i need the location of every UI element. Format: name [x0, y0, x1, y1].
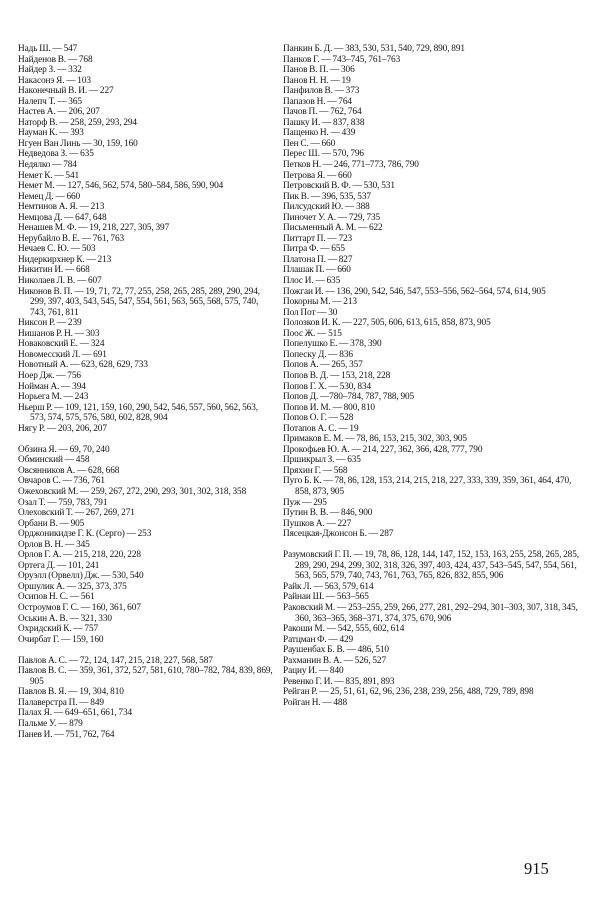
index-entry: Осипов Н. С. — 561 [18, 592, 95, 603]
index-entry: Пушков А. — 227 [283, 518, 352, 529]
index-entry: Панкин Б. Д. — 383, 530, 531, 540, 729, 890, 891 [283, 44, 465, 54]
index-entry: Очирбат Г. — 159, 160 [18, 634, 104, 645]
index-entry: Панов Н. Н. — 19 [283, 75, 351, 86]
index-entry: Немет К. — 541 [18, 170, 80, 181]
index-entry: Пальме У. — 879 [18, 719, 83, 729]
index-entry: Попов В. Д. — 153, 218, 228 [283, 370, 391, 381]
index-entry: Попелушко Е. — 378, 390 [283, 339, 382, 350]
index-entry: Науман К. — 393 [18, 128, 84, 139]
index-entry: Попов И. М. — 800, 810 [283, 402, 375, 413]
index-entry: Ноер Дж. — 756 [18, 370, 81, 381]
index-entry: Настев А. — 206, 207 [18, 107, 100, 118]
index-entry: Нишанов Р. Н. — 303 [18, 328, 100, 339]
index-column-left [18, 44, 274, 740]
index-entry: Ожеховский М. — 259, 267, 272, 290, 293, 301, 302, 318, 358 [18, 486, 247, 497]
index-entry: Найденов В. — 768 [18, 54, 93, 65]
index-entry: Никсон Р. — 239 [18, 318, 82, 329]
index-entry: Путин В. В. — 846, 900 [283, 508, 373, 519]
index-entry: Нечаев С. Ю. — 503 [18, 244, 96, 255]
index-entry: Недялко — 784 [18, 160, 77, 171]
index-entry: Нерубайло В. Е. — 761, 763 [18, 233, 125, 244]
index-entry: Налепч Т. — 365 [18, 96, 82, 107]
index-entry: Наконечный В. И. — 227 [18, 86, 114, 97]
index-entry: Немец Д. — 660 [18, 191, 81, 202]
index-entry: Попов Г. Х. — 530, 834 [283, 381, 371, 392]
index-entry: Панков Г. — 743–745, 761–763 [283, 54, 401, 65]
index-entry: Ракоши М. — 542, 555, 602, 614 [283, 624, 405, 635]
index-entry: Наторф В. — 258, 259, 293, 294 [18, 117, 137, 128]
index-entry: Пуж — 295 [283, 497, 327, 508]
page-number: 915 [524, 859, 549, 878]
index-entry: Оруэлл (Орвелл) Дж. — 530, 540 [18, 571, 144, 582]
index-entry: Полозков И. К. — 227, 505, 606, 613, 615, 858, 873, 905 [283, 318, 491, 329]
index-entry: Раушенбах Б. В. — 486, 510 [283, 645, 389, 656]
index-entry: Нидеркирхнер К. — 213 [18, 254, 112, 265]
index-entry: Оршулик А. — 325, 373, 375 [18, 581, 127, 592]
index-entry: Пожгаи И. — 136, 290, 542, 546, 547, 553–556, 562–564, 574, 614, 905 [283, 286, 546, 297]
index-entry: Примаков Е. М. — 78, 86, 153, 215, 302, 303, 905 [283, 434, 467, 445]
index-entry: Павлов В. Я. — 19, 304, 810 [18, 687, 124, 698]
index-entry: Пуго Б. К. — 78, 86, 128, 153, 214, 215, 218, 227, 333, 339, 359, 361, 464, 470, 858, 873, 905 [283, 476, 572, 497]
index-entry: Норьега М. — 243 [18, 392, 89, 403]
index-entry: Оськин А. В. — 321, 330 [18, 613, 112, 624]
index-entry: Поос Ж. — 515 [283, 328, 342, 339]
index-entry: Ройган Н. — 488 [283, 697, 348, 708]
index-entry: Новомесский Л. — 691 [18, 349, 107, 360]
index-entry: Павлов В. С. — 359, 361, 372, 527, 581, 610, 780–782, 784, 839, 869, 905 [18, 666, 273, 687]
index-entry: Петровский В. Ф. — 530, 531 [283, 181, 395, 192]
index-entry: Попов А. — 265, 357 [283, 360, 363, 371]
index-entry: Новотный А. — 623, 628, 629, 733 [18, 360, 148, 371]
index-entry: Нгуен Ван Линь — 30, 159, 160 [18, 138, 138, 149]
index-entry: Пилсудский Ю. — 388 [283, 202, 370, 213]
index-entry: Накасонэ Я. — 103 [18, 75, 91, 86]
index-entry: Плос И. — 635 [283, 276, 341, 287]
index-entry: Панфилов В. — 373 [283, 86, 360, 97]
index-entry: Платона П. — 827 [283, 254, 353, 265]
index-entry: Перес Ш. — 570, 796 [283, 149, 364, 160]
index-entry: Найдер З. — 332 [18, 65, 82, 76]
index-entry: Пачов П. — 762, 764 [283, 107, 362, 118]
index-entry: Обминский — 458 [18, 455, 90, 466]
index-entry: Питра Ф. — 655 [283, 244, 345, 255]
index-entry: Палах Я. — 649–651, 661, 734 [18, 708, 133, 719]
group-separator [283, 540, 585, 551]
index-entry: Пик В. — 396, 535, 537 [283, 191, 371, 202]
index-entry: Надь Ш. — 547 [18, 44, 78, 54]
index-entry: Потапов А. С. — 19 [283, 423, 359, 434]
index-entry: Папазов Н. — 764 [283, 96, 352, 107]
index-entry: Никонов В. П. — 19, 71, 72, 77, 255, 258, 265, 285, 289, 290, 294, 299, 397, 403, 543, 545, 547, 554, 561, 563, 565, 568, 575, 740, 743, 761, 811 [18, 286, 260, 318]
index-entry: Ортега Д. — 101, 241 [18, 560, 100, 571]
index-entry: Покорны М. — 213 [283, 297, 357, 308]
index-entry: Ревенко Г. И. — 835, 891, 893 [283, 676, 395, 687]
index-entry: Ненашев М. Ф. — 19, 218, 227, 305, 397 [18, 223, 170, 234]
index-entry: Пряхин Г. — 568 [283, 465, 348, 476]
index-entry: Нойман А. — 394 [18, 381, 86, 392]
index-entry: Овсянников А. — 628, 668 [18, 465, 120, 476]
index-entry: Охридский К. — 757 [18, 624, 99, 635]
index-entry: Остроумов Г. С. — 160, 361, 607 [18, 602, 141, 613]
index-entry: Овчаров С. — 736, 761 [18, 476, 105, 487]
index-entry: Немтинов А. Я. — 213 [18, 202, 105, 213]
index-entry: Райк Л. — 563, 579, 614 [283, 581, 374, 592]
index-entry: Ньерш Р. — 109, 121, 159, 160, 290, 542, 546, 557, 560, 562, 563, 573, 574, 575, 576, 580, 602, 828, 904 [18, 402, 258, 424]
index-entry: Никитин И. — 668 [18, 265, 90, 276]
index-entry: Петрова Я. — 660 [283, 170, 352, 181]
index-entry: Орлов В. Н. — 345 [18, 539, 90, 550]
index-entry: Райнаи Ш. — 563–565 [283, 592, 369, 603]
index-entry: Николаев Л. В. — 607 [18, 276, 102, 287]
index-entry: Панов В. П. — 306 [283, 65, 355, 76]
index-entry: Орбани В. — 905 [18, 518, 85, 529]
index-entry: Олеховский Т. — 267, 269, 271 [18, 508, 135, 519]
index-entry: Немет М. — 127, 546, 562, 574, 580–584, 586, 590, 904 [18, 181, 224, 192]
index-entry: Петков Н. — 246, 771–773, 786, 790 [283, 160, 419, 171]
index-entry: Плашак П. — 660 [283, 265, 351, 276]
index-entry: Недведова З. — 635 [18, 149, 94, 160]
index-entry: Рейган Р. — 25, 51, 61, 62, 96, 236, 238, 239, 256, 488, 729, 789, 898 [283, 687, 534, 698]
index-entry: Пршикрыл З. — 635 [283, 455, 361, 466]
index-entry: Попов О. Г. — 528 [283, 413, 354, 424]
index-entry: Пясецкая-Джонсон Б. — 287 [283, 529, 394, 540]
index-entry: Раковский М. — 253–255, 259, 266, 277, 281, 292–294, 301–303, 307, 318, 345, 360, 363–365, 368–371, 374, 375, 670, 906 [283, 602, 578, 624]
index-entry: Пол Пот — 30 [283, 307, 338, 318]
index-entry: Разумовский Г. П. — 19, 78, 86, 128, 144, 147, 152, 153, 163, 255, 258, 265, 285, 289, 290, 294, 299, 302, 318, 326, 397, 403, 424, 437, 543–545, 547, 554, 561, 563, 565, 579, 740, 743, 761, 763, 765, 826, 832, 855, 906 [283, 550, 579, 582]
index-column-right [283, 44, 585, 708]
group-separator [18, 434, 274, 445]
index-entry: Прокофьев Ю. А. — 214, 227, 362, 366, 428, 777, 790 [283, 444, 483, 455]
index-entry: Немцова Д. — 647, 648 [18, 212, 107, 223]
index-entry: Пашку И. — 837, 838 [283, 117, 365, 128]
index-entry: Новаковский Е. — 324 [18, 339, 105, 350]
index-entry: Попов Д. —780–784, 787, 788, 905 [283, 392, 415, 403]
index-entry: Палаверстра П. — 849 [18, 697, 104, 708]
index-entry: Озал Т. — 759, 783, 791 [18, 497, 108, 508]
index-entry: Рациу И. — 840 [283, 666, 344, 677]
index-entry: Павлов А. С. — 72, 124, 147, 215, 218, 227, 568, 587 [18, 655, 213, 666]
index-entry: Нягу Р. — 203, 206, 207 [18, 423, 107, 434]
index-entry: Пиночет У. А. — 729, 735 [283, 212, 381, 223]
group-separator [18, 645, 274, 656]
index-entry: Письменный А. М. — 622 [283, 223, 383, 234]
index-entry: Панев И. — 751, 762, 764 [18, 729, 115, 740]
index-entry: Орлов Г. А. — 215, 218, 220, 228 [18, 550, 141, 561]
index-entry: Ратцман Ф. — 429 [283, 634, 354, 645]
index-entry: Рахманин В. А. — 526, 527 [283, 655, 387, 666]
index-entry: Попеску Д. — 836 [283, 349, 353, 360]
index-entry: Обзина Я. — 69, 70, 240 [18, 444, 110, 455]
index-entry: Орджоникидзе Г. К. (Серго) — 253 [18, 529, 152, 540]
index-entry: Пен С. — 660 [283, 138, 336, 149]
index-entry: Питтарт П. — 723 [283, 233, 353, 244]
index-entry: Пащенко Н. — 439 [283, 128, 356, 139]
